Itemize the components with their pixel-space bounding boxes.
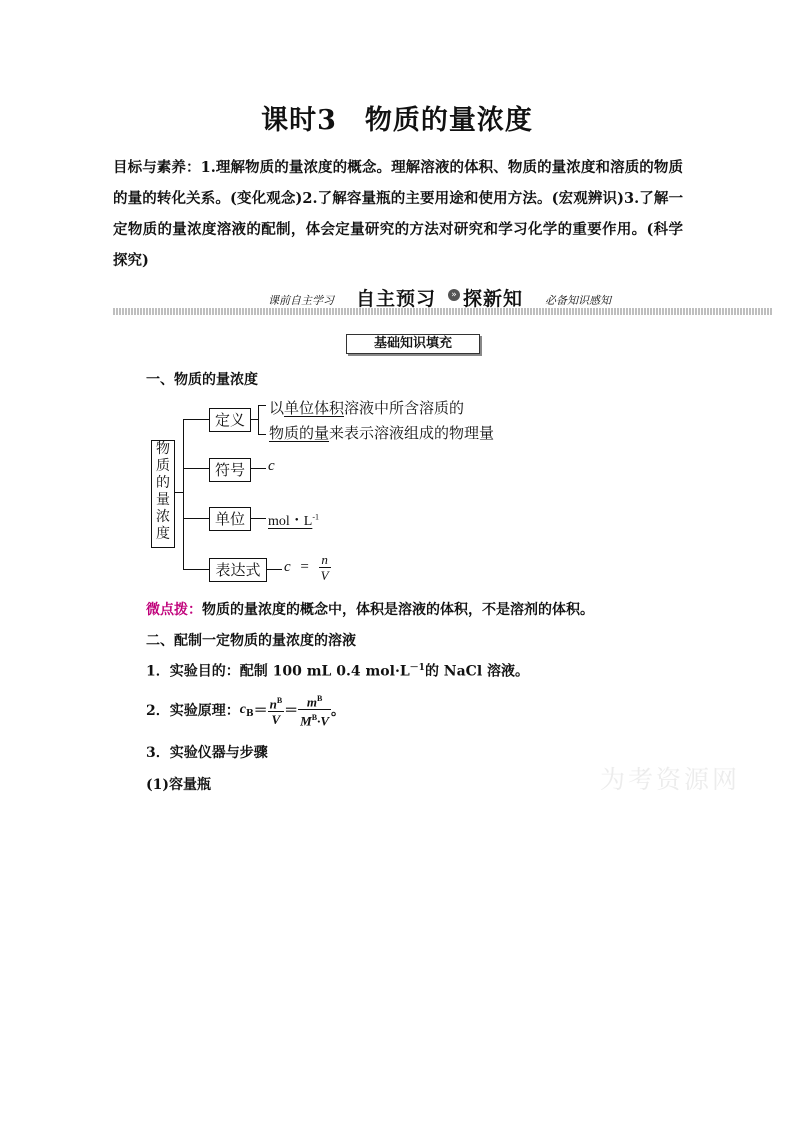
expression-connector (266, 569, 282, 570)
item2-eq1: ＝ (253, 702, 268, 719)
double-arrow-icon: » (448, 289, 460, 301)
section2-item2 (146, 691, 345, 729)
tree-trunk (183, 419, 184, 570)
item2-fraction2 (298, 691, 331, 729)
item1-prefix: 1．实验目的：配制 100 mL 0.4 mol·L (146, 663, 410, 680)
def-text-middle: 溶液中所含溶质的 (344, 399, 465, 417)
definition-bracket-bottom (258, 434, 266, 435)
expr-eq: = (300, 559, 309, 575)
item2-sub: B (245, 708, 254, 719)
item1-suffix: 的 NaCl 溶液。 (424, 663, 530, 680)
definition-bracket-top (258, 405, 266, 406)
definition-connector (250, 419, 258, 420)
expr-fraction (319, 552, 331, 583)
banner-divider (113, 308, 773, 315)
unit-text: mol・L (268, 514, 313, 529)
section2-heading: 二、配制一定物质的量浓度的溶液 (146, 633, 356, 649)
symbol-value: c (268, 458, 275, 474)
def-text-prefix: 以 (269, 399, 285, 417)
expr-num: n (319, 552, 331, 568)
item2-end: 。 (330, 702, 345, 719)
root-char: 物 (156, 441, 170, 457)
tip-label: 微点拨： (146, 602, 202, 618)
frac2-num: m (306, 694, 317, 710)
unit-connector (250, 518, 266, 519)
banner-left-label: 课前自主学习 (268, 294, 334, 307)
branch-definition (183, 419, 209, 420)
concept-root-box (151, 440, 175, 548)
section1-heading: 一、物质的量浓度 (146, 372, 258, 388)
item2-prefix: 2．实验原理： (146, 702, 240, 719)
learning-objectives: 目标与素养：1.理解物质的量浓度的概念。理解溶液的体积、物质的量浓度和溶质的物质的量的转化关系。(变化观念)2.了解容量瓶的主要用途和使用方法。(宏观辨识)3.了解一定物质的量浓度溶液的配制，体会定量研究的方法对研究和学习化学的重要作用。(科学探究) (113, 159, 683, 269)
branch-symbol (183, 468, 209, 469)
root-char: 浓 (156, 509, 170, 525)
def-text-suffix: 来表示溶液组成的物理量 (329, 424, 495, 442)
definition-line1 (269, 397, 464, 418)
symbol-box: 符号 (209, 458, 251, 482)
tip-line (146, 599, 594, 619)
item2-fraction1 (268, 693, 285, 727)
section2-item3: 3．实验仪器与步骤 (146, 745, 268, 761)
expr-den: V (320, 568, 329, 583)
tip-text: 物质的量浓度的概念中，体积是溶液的体积，不是溶剂的体积。 (202, 602, 594, 618)
def-blank-1: 单位体积 (284, 399, 345, 417)
item2-c: c (239, 701, 246, 717)
def-blank-2: 物质的量 (269, 424, 330, 442)
root-connector (174, 492, 183, 493)
frac2-num-sup: B (316, 694, 323, 703)
frac1-num-sup: B (276, 695, 283, 705)
banner-main-right: 探新知 (463, 288, 524, 310)
unit-box: 单位 (209, 507, 251, 531)
expression-formula (284, 552, 331, 583)
symbol-connector (250, 468, 266, 469)
root-char: 的 (156, 475, 170, 491)
frac1-den: V (271, 711, 281, 727)
section-tag: 基础知识填充 (346, 334, 480, 354)
definition-box: 定义 (209, 408, 251, 432)
root-char: 量 (156, 492, 170, 508)
frac2-den: M (300, 713, 312, 729)
banner-main-left: 自主预习 (356, 288, 437, 310)
branch-expression (183, 569, 209, 570)
item1-sup: －1 (409, 663, 425, 673)
watermark: 为考资源网 (600, 765, 741, 794)
frac2-den-sup: B (311, 713, 318, 723)
page-title: 课时3 物质的量浓度 (261, 105, 533, 136)
unit-value (268, 510, 319, 530)
section2-item1 (146, 660, 529, 681)
expr-lhs: c (284, 559, 291, 575)
definition-bracket (258, 405, 259, 435)
unit-sup: -1 (312, 512, 320, 522)
root-char: 质 (156, 458, 170, 474)
section2-item3-sub: (1)容量瓶 (146, 777, 211, 793)
banner-right-label: 必备知识感知 (545, 294, 611, 307)
branch-unit (183, 518, 209, 519)
root-char: 度 (156, 526, 170, 542)
item2-eq2: ＝ (284, 702, 299, 719)
frac1-num: n (269, 695, 277, 711)
expression-box: 表达式 (209, 558, 267, 582)
frac2-den-tail: ·V (317, 713, 329, 729)
definition-line2 (269, 422, 494, 443)
